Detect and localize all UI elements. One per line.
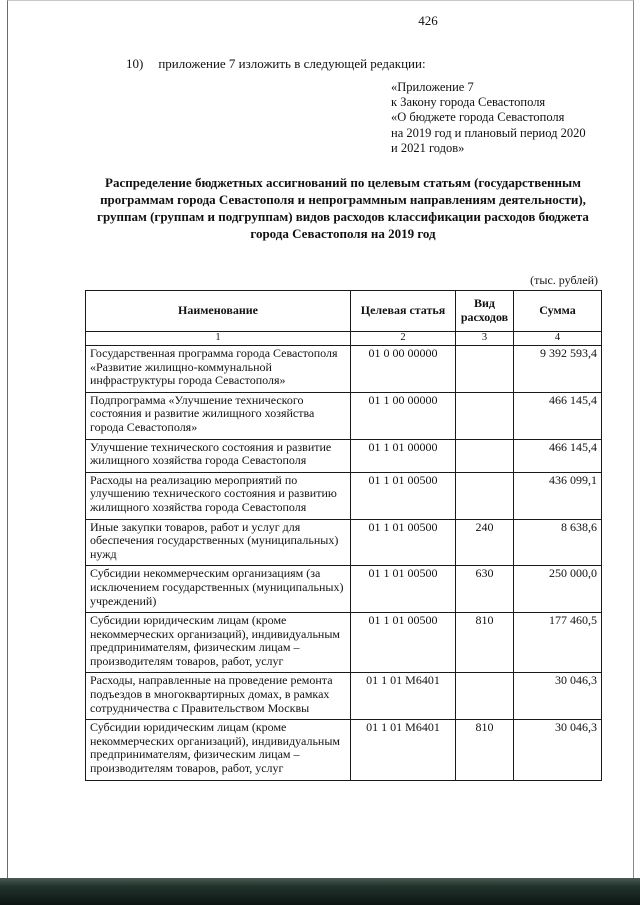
cell-sum: 466 145,4 [514, 439, 602, 472]
column-number: 2 [351, 332, 456, 346]
document-title: Распределение бюджетных ассигнований по целевым статьям (государственным программам города Севастополя и непрограммным направлениям деятельности), группам (группам и подгруппам) видов расходов классификации расходов бюджета города Севастополя на 2019 год [97, 175, 589, 241]
table-body [86, 346, 602, 781]
cell-expense-kind: 810 [456, 720, 514, 780]
header-expense-kind: Вид расходов [456, 291, 514, 332]
cell-target-article: 01 0 00 00000 [351, 346, 456, 393]
cell-sum: 30 046,3 [514, 720, 602, 780]
cell-target-article: 01 1 00 00000 [351, 392, 456, 439]
cell-name: Иные закупки товаров, работ и услуг для обеспечения государственных (муниципальных) нужд [86, 519, 351, 566]
cell-target-article: 01 1 01 М6401 [351, 673, 456, 720]
table-row [86, 673, 602, 720]
cell-sum: 177 460,5 [514, 613, 602, 673]
appendix-line: «Приложение 7 [391, 80, 474, 94]
cell-name: Субсидии юридическим лицам (кроме некоммерческих организаций), индивидуальным предпринимателям, физическим лицам – производителям товаров, работ, услуг [86, 720, 351, 780]
cell-expense-kind: 240 [456, 519, 514, 566]
header-sum: Сумма [514, 291, 602, 332]
table-row [86, 346, 602, 393]
cell-name: Расходы на реализацию мероприятий по улучшению технического состояния и развитию жилищного хозяйства города Севастополя [86, 472, 351, 519]
cell-target-article: 01 1 01 00500 [351, 472, 456, 519]
cell-expense-kind: 630 [456, 566, 514, 613]
cell-name: Подпрограмма «Улучшение технического состояния и развитие жилищного хозяйства города Севастополя» [86, 392, 351, 439]
intro-item-number: 10) [126, 56, 144, 71]
cell-name: Улучшение технического состояния и развитие жилищного хозяйства города Севастополя [86, 439, 351, 472]
table-row [86, 566, 602, 613]
page-number: 426 [418, 13, 438, 28]
table-row [86, 613, 602, 673]
appendix-line: к Закону города Севастополя [391, 95, 546, 110]
cell-expense-kind [456, 673, 514, 720]
appendix-line: на 2019 год и плановый период 2020 [391, 125, 586, 140]
cell-name: Субсидии некоммерческим организациям (за исключением государственных (муниципальных) учреждений) [86, 566, 351, 613]
cell-name: Субсидии юридическим лицам (кроме некоммерческих организаций), индивидуальным предпринимателям, физическим лицам – производителям товаров, работ, услуг [86, 613, 351, 673]
intro-paragraph [126, 56, 426, 72]
column-number: 4 [514, 332, 602, 346]
cell-target-article: 01 1 01 М6401 [351, 720, 456, 780]
cell-expense-kind [456, 472, 514, 519]
table-row [86, 439, 602, 472]
cell-expense-kind [456, 392, 514, 439]
column-number: 1 [86, 332, 351, 346]
appendix-line: «О бюджете города Севастополя [391, 110, 565, 125]
cell-sum: 436 099,1 [514, 472, 602, 519]
cell-sum: 30 046,3 [514, 673, 602, 720]
cell-name: Расходы, направленные на проведение ремонта подъездов в многоквартирных домах, в рамках сотрудничества с Правительством Москвы [86, 673, 351, 720]
budget-allocations-table [85, 290, 602, 781]
header-row [86, 291, 602, 332]
header-target-article: Целевая статья [351, 291, 456, 332]
table-row [86, 519, 602, 566]
table-header [86, 291, 602, 346]
appendix-reference-block [391, 80, 586, 156]
bottom-scan-bar [0, 878, 640, 905]
column-number: 3 [456, 332, 514, 346]
units-note: (тыс. рублей) [530, 273, 598, 287]
cell-sum: 250 000,0 [514, 566, 602, 613]
cell-expense-kind [456, 346, 514, 393]
cell-sum: 9 392 593,4 [514, 346, 602, 393]
table-row [86, 472, 602, 519]
cell-target-article: 01 1 01 00500 [351, 566, 456, 613]
appendix-line: и 2021 годов» [391, 140, 465, 155]
column-numbers-row [86, 332, 602, 346]
header-name: Наименование [86, 291, 351, 332]
intro-text: приложение 7 изложить в следующей редакции: [158, 56, 426, 71]
cell-expense-kind [456, 439, 514, 472]
cell-name: Государственная программа города Севастополя «Развитие жилищно-коммунальной инфраструктуры города Севастополя» [86, 346, 351, 393]
cell-target-article: 01 1 01 00500 [351, 519, 456, 566]
cell-expense-kind: 810 [456, 613, 514, 673]
cell-sum: 466 145,4 [514, 392, 602, 439]
table-row [86, 392, 602, 439]
table-row [86, 720, 602, 780]
cell-sum: 8 638,6 [514, 519, 602, 566]
cell-target-article: 01 1 01 00500 [351, 613, 456, 673]
cell-target-article: 01 1 01 00000 [351, 439, 456, 472]
